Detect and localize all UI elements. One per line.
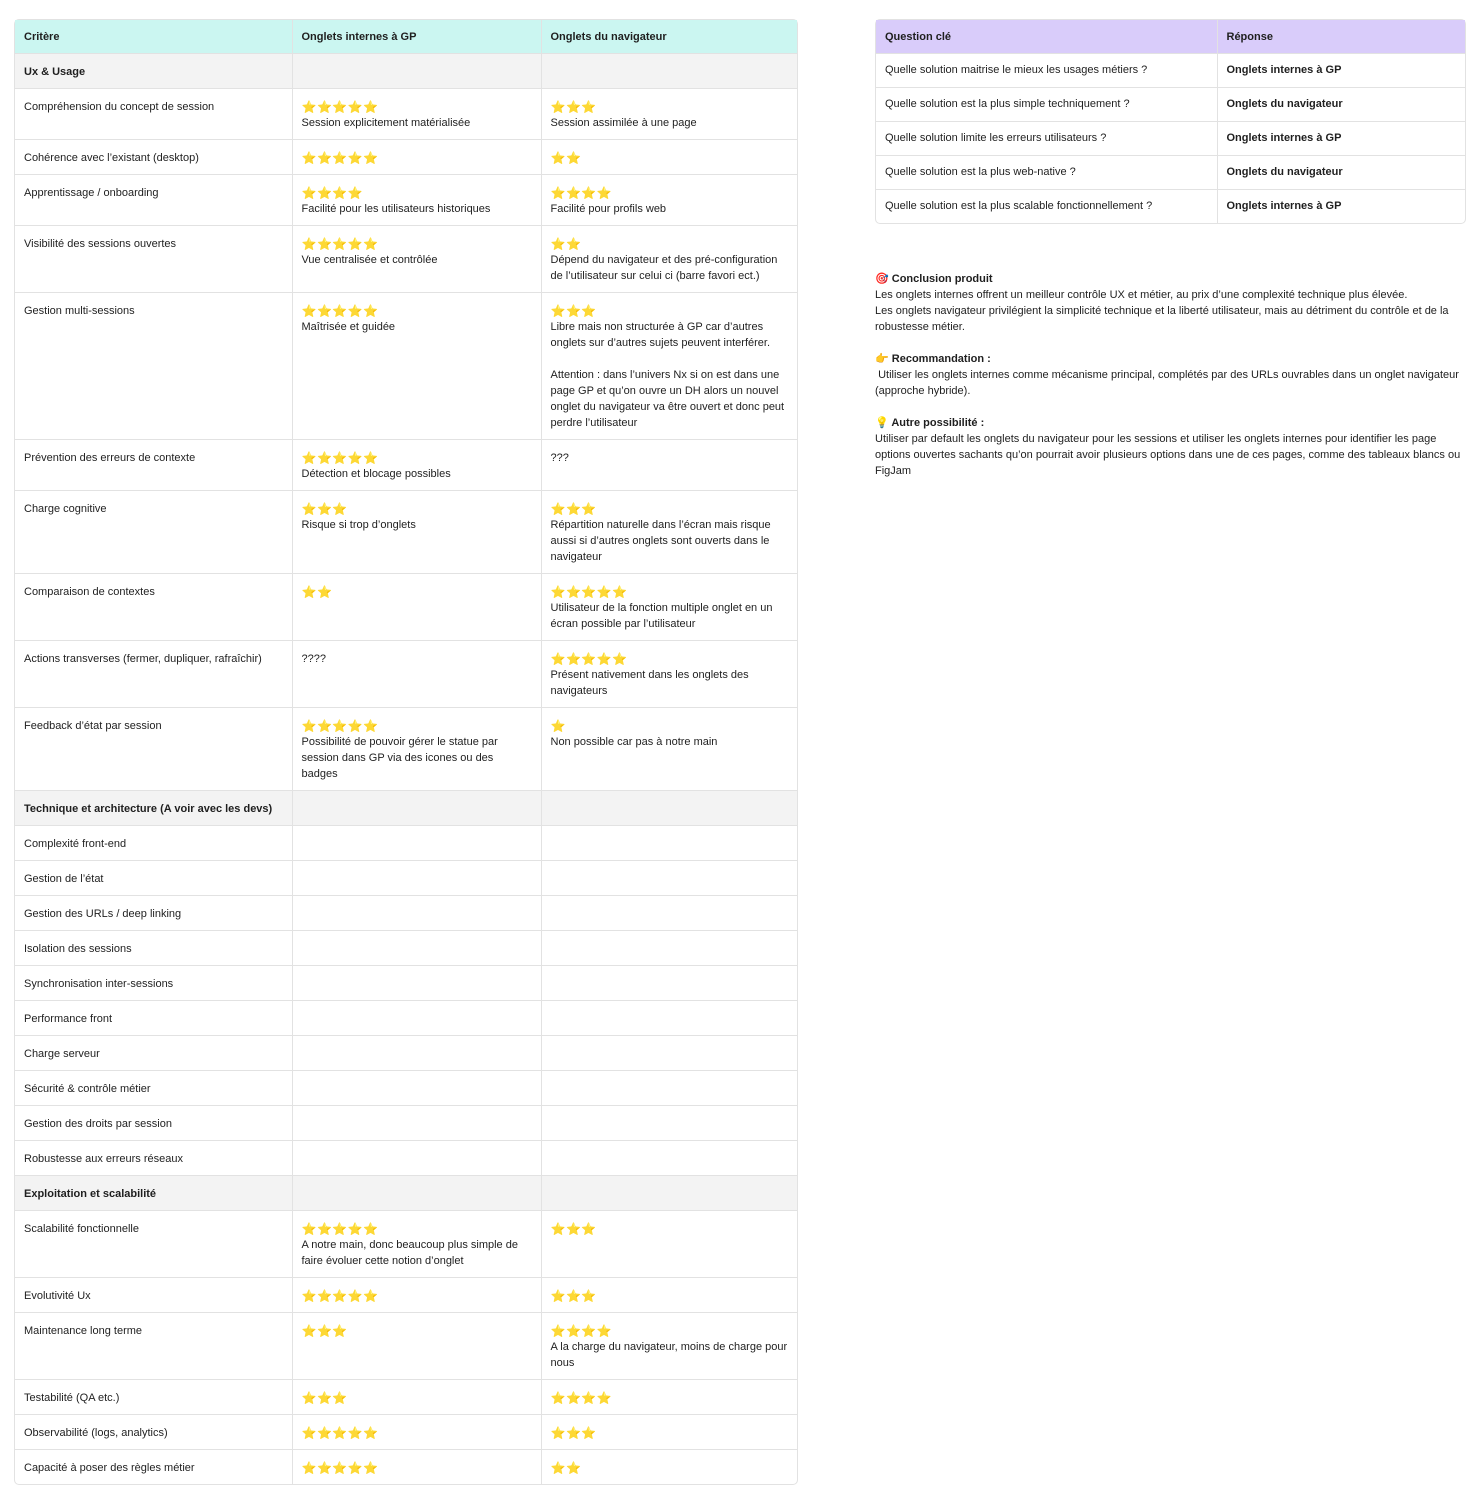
section-empty-cell <box>541 53 797 88</box>
criterion-row <box>15 1070 797 1105</box>
star-rating: ⭐⭐⭐⭐⭐ <box>550 651 628 666</box>
browser-tabs-cell <box>541 1449 797 1484</box>
criterion-row <box>15 965 797 1000</box>
criterion-row <box>15 88 797 139</box>
key-question-row <box>876 155 1465 189</box>
section-label: Exploitation et scalabilité <box>15 1175 292 1210</box>
rating-note: Utilisateur de la fonction multiple onglet en un écran possible par l’utilisateur <box>550 601 776 630</box>
criterion-row <box>15 860 797 895</box>
gp-tabs-cell <box>292 965 541 1000</box>
browser-tabs-cell <box>541 490 797 573</box>
gp-tabs-cell <box>292 825 541 860</box>
star-rating: ⭐⭐ <box>301 584 333 599</box>
header-key-question: Question clé <box>876 20 1217 53</box>
criterion-label: Testabilité (QA etc.) <box>15 1379 292 1414</box>
key-question: Quelle solution est la plus simple techniquement ? <box>876 87 1217 121</box>
criterion-row <box>15 707 797 790</box>
star-rating: ⭐⭐⭐⭐ <box>550 1323 613 1338</box>
section-empty-cell <box>541 790 797 825</box>
criterion-row <box>15 1035 797 1070</box>
key-questions-body <box>876 53 1465 223</box>
criterion-row <box>15 1414 797 1449</box>
section-empty-cell <box>292 53 541 88</box>
gp-tabs-cell <box>292 439 541 490</box>
criterion-row <box>15 930 797 965</box>
criterion-row <box>15 1000 797 1035</box>
browser-tabs-cell <box>541 1070 797 1105</box>
header-answer: Réponse <box>1217 20 1465 53</box>
browser-tabs-cell <box>541 965 797 1000</box>
star-rating: ⭐⭐⭐⭐⭐ <box>301 718 379 733</box>
criterion-row <box>15 225 797 292</box>
key-question: Quelle solution limite les erreurs utilisateurs ? <box>876 121 1217 155</box>
gp-tabs-cell <box>292 860 541 895</box>
star-rating: ⭐⭐⭐⭐⭐ <box>301 450 379 465</box>
star-rating: ⭐⭐⭐ <box>550 1221 597 1236</box>
browser-tabs-cell <box>541 860 797 895</box>
criterion-label: Synchronisation inter-sessions <box>15 965 292 1000</box>
star-rating: ⭐⭐ <box>550 236 582 251</box>
criterion-label: Feedback d’état par session <box>15 707 292 790</box>
gp-tabs-cell <box>292 1000 541 1035</box>
criterion-row <box>15 1277 797 1312</box>
rating-note: A la charge du navigateur, moins de charge pour nous <box>550 1340 791 1369</box>
section-row <box>15 53 797 88</box>
rating-note: Session explicitement matérialisée <box>301 116 471 129</box>
star-rating: ⭐⭐⭐⭐ <box>550 1390 613 1405</box>
key-answer: Onglets du navigateur <box>1217 155 1465 189</box>
gp-tabs-cell <box>292 930 541 965</box>
rating-note: Répartition naturelle dans l’écran mais risque aussi si d’autres onglets sont ouverts dans le navigateur <box>550 518 774 563</box>
gp-tabs-cell <box>292 1035 541 1070</box>
star-rating: ⭐⭐⭐ <box>301 1390 348 1405</box>
recommendation-text: Utiliser les onglets internes comme mécanisme principal, complétés par des URLs ouvrables dans un onglet navigateur (approche hybride). <box>875 369 1462 397</box>
conclusion-line: Les onglets navigateur privilégient la simplicité technique et la liberté utilisateur, mais au détriment du contrôle et de la robustesse métier. <box>875 305 1452 333</box>
recommendation-title: Recommandation : <box>891 353 991 365</box>
star-rating: ⭐⭐⭐ <box>550 1288 597 1303</box>
criterion-row <box>15 1140 797 1175</box>
browser-tabs-cell <box>541 707 797 790</box>
gp-tabs-cell <box>292 174 541 225</box>
star-rating: ⭐ <box>550 718 566 733</box>
gp-tabs-cell <box>292 1277 541 1312</box>
rating-note: Dépend du navigateur et des pré-configuration de l’utilisateur sur celui ci (barre favori ect.) <box>550 253 781 282</box>
rating-note: Libre mais non structurée à GP car d’autres onglets sur d’autres sujets peuvent interférer. Attention : dans l’univers Nx si on est dans une page GP et qu’on ouvre un DH alors un nouvel onglet du navigateur va être ouvert et donc peut perdre l’utilisateur <box>550 320 785 429</box>
browser-tabs-cell <box>541 1140 797 1175</box>
criterion-row <box>15 1379 797 1414</box>
browser-tabs-cell <box>541 1035 797 1070</box>
gp-tabs-cell <box>292 1210 541 1277</box>
rating-note: Maîtrisée et guidée <box>301 320 396 333</box>
criterion-label: Compréhension du concept de session <box>15 88 292 139</box>
criteria-table-body <box>15 53 797 1484</box>
gp-tabs-cell <box>292 1449 541 1484</box>
gp-tabs-cell <box>292 1105 541 1140</box>
criterion-row <box>15 640 797 707</box>
criterion-label: Maintenance long terme <box>15 1312 292 1379</box>
rating-note: Vue centralisée et contrôlée <box>301 253 438 266</box>
browser-tabs-cell <box>541 225 797 292</box>
rating-note: Présent nativement dans les onglets des navigateurs <box>550 668 752 697</box>
header-gp-tabs: Onglets internes à GP <box>292 20 541 53</box>
criterion-label: Visibilité des sessions ouvertes <box>15 225 292 292</box>
section-row <box>15 790 797 825</box>
section-label: Technique et architecture (A voir avec les devs) <box>15 790 292 825</box>
criterion-row <box>15 1210 797 1277</box>
key-answer: Onglets du navigateur <box>1217 87 1465 121</box>
other-possibility-text: Utiliser par default les onglets du navigateur pour les sessions et utiliser les onglets internes pour identifier les page options ouvertes sachants qu’on pourrait avoir plusieurs options dans une de ces pages, comme des tableaux blancs ou FigJam <box>875 433 1464 477</box>
criterion-label: Robustesse aux erreurs réseaux <box>15 1140 292 1175</box>
key-questions-grid <box>876 20 1465 223</box>
gp-tabs-cell <box>292 707 541 790</box>
gp-tabs-cell <box>292 1070 541 1105</box>
star-rating: ⭐⭐⭐⭐⭐ <box>301 303 379 318</box>
browser-tabs-cell <box>541 895 797 930</box>
gp-tabs-cell <box>292 1414 541 1449</box>
key-question: Quelle solution est la plus scalable fonctionnellement ? <box>876 189 1217 223</box>
criterion-label: Isolation des sessions <box>15 930 292 965</box>
browser-tabs-cell <box>541 1210 797 1277</box>
star-rating: ⭐⭐⭐ <box>550 501 597 516</box>
criterion-row <box>15 573 797 640</box>
criterion-label: Gestion des URLs / deep linking <box>15 895 292 930</box>
gp-tabs-cell <box>292 225 541 292</box>
gp-tabs-cell <box>292 139 541 174</box>
browser-tabs-cell <box>541 174 797 225</box>
criterion-label: Gestion multi-sessions <box>15 292 292 439</box>
recommendation-heading <box>875 351 1467 367</box>
criterion-row <box>15 139 797 174</box>
gp-tabs-cell <box>292 895 541 930</box>
star-rating: ⭐⭐⭐⭐⭐ <box>301 1221 379 1236</box>
criterion-label: Comparaison de contextes <box>15 573 292 640</box>
browser-tabs-cell <box>541 1000 797 1035</box>
criterion-label: Performance front <box>15 1000 292 1035</box>
criterion-label: Charge serveur <box>15 1035 292 1070</box>
gp-tabs-cell <box>292 1312 541 1379</box>
header-criterion: Critère <box>15 20 292 53</box>
rating-note: Risque si trop d’onglets <box>301 518 416 531</box>
key-questions-header <box>876 20 1465 53</box>
criterion-row <box>15 895 797 930</box>
star-rating: ⭐⭐⭐ <box>550 303 597 318</box>
section-empty-cell <box>292 790 541 825</box>
conclusion-title: Conclusion produit <box>891 273 993 285</box>
criterion-label: Charge cognitive <box>15 490 292 573</box>
criterion-label: Gestion de l’état <box>15 860 292 895</box>
rating-note: Détection et blocage possibles <box>301 467 451 480</box>
gp-tabs-cell <box>292 573 541 640</box>
star-rating: ⭐⭐⭐ <box>550 1425 597 1440</box>
other-possibility-title: Autre possibilité : <box>891 417 985 429</box>
star-rating: ⭐⭐⭐ <box>301 1323 348 1338</box>
header-browser-tabs: Onglets du navigateur <box>541 20 797 53</box>
star-rating: ⭐⭐⭐⭐⭐ <box>301 236 379 251</box>
browser-tabs-cell <box>541 573 797 640</box>
criteria-table-header <box>15 20 797 53</box>
browser-tabs-cell <box>541 1379 797 1414</box>
key-questions-table <box>875 19 1466 224</box>
gp-tabs-cell <box>292 640 541 707</box>
star-rating: ⭐⭐⭐⭐⭐ <box>550 584 628 599</box>
rating-note: ???? <box>301 652 326 665</box>
rating-note: Facilité pour profils web <box>550 202 667 215</box>
rating-note: Non possible car pas à notre main <box>550 735 718 748</box>
rating-note: Facilité pour les utilisateurs historiques <box>301 202 491 215</box>
key-answer: Onglets internes à GP <box>1226 199 1342 212</box>
criterion-row <box>15 439 797 490</box>
star-rating: ⭐⭐ <box>550 150 582 165</box>
criterion-label: Actions transverses (fermer, dupliquer, rafraîchir) <box>15 640 292 707</box>
conclusion-line: Les onglets internes offrent un meilleur contrôle UX et métier, au prix d’une complexité technique plus élevée. <box>875 289 1408 301</box>
star-rating: ⭐⭐⭐⭐⭐ <box>301 150 379 165</box>
gp-tabs-cell <box>292 1379 541 1414</box>
rating-note: Possibilité de pouvoir gérer le statue par session dans GP via des icones ou des badges <box>301 735 501 780</box>
browser-tabs-cell <box>541 1414 797 1449</box>
criteria-table-grid <box>15 20 797 1484</box>
star-rating: ⭐⭐ <box>550 1460 582 1475</box>
browser-tabs-cell <box>541 930 797 965</box>
conclusion-heading <box>875 271 1467 287</box>
key-question: Quelle solution maitrise le mieux les usages métiers ? <box>876 53 1217 87</box>
star-rating: ⭐⭐⭐⭐⭐ <box>301 99 379 114</box>
other-possibility-heading <box>875 415 1467 431</box>
key-question-row <box>876 121 1465 155</box>
gp-tabs-cell <box>292 1140 541 1175</box>
criterion-row <box>15 174 797 225</box>
section-empty-cell <box>541 1175 797 1210</box>
rating-note: Session assimilée à une page <box>550 116 697 129</box>
criterion-row <box>15 1312 797 1379</box>
star-rating: ⭐⭐⭐⭐ <box>550 185 613 200</box>
star-rating: ⭐⭐⭐⭐⭐ <box>301 1425 379 1440</box>
criterion-label: Evolutivité Ux <box>15 1277 292 1312</box>
star-rating: ⭐⭐⭐ <box>550 99 597 114</box>
criterion-label: Scalabilité fonctionnelle <box>15 1210 292 1277</box>
star-rating: ⭐⭐⭐⭐ <box>301 185 364 200</box>
criterion-label: Complexité front-end <box>15 825 292 860</box>
lightbulb-icon: 💡 <box>875 417 889 429</box>
criterion-label: Apprentissage / onboarding <box>15 174 292 225</box>
pointing-hand-icon: 👉 <box>875 353 889 365</box>
criterion-label: Cohérence avec l’existant (desktop) <box>15 139 292 174</box>
browser-tabs-cell <box>541 1312 797 1379</box>
browser-tabs-cell <box>541 292 797 439</box>
criterion-row <box>15 825 797 860</box>
rating-note: A notre main, donc beaucoup plus simple de faire évoluer cette notion d’onglet <box>301 1238 522 1267</box>
browser-tabs-cell <box>541 139 797 174</box>
key-answer: Onglets internes à GP <box>1217 121 1465 155</box>
browser-tabs-cell <box>541 88 797 139</box>
rating-note: ??? <box>550 451 569 464</box>
target-icon: 🎯 <box>875 273 889 285</box>
gp-tabs-cell <box>292 490 541 573</box>
criterion-row <box>15 292 797 439</box>
criterion-label: Observabilité (logs, analytics) <box>15 1414 292 1449</box>
key-answer: Onglets internes à GP <box>1217 53 1465 87</box>
criterion-label: Sécurité & contrôle métier <box>15 1070 292 1105</box>
key-question: Quelle solution est la plus web-native ? <box>876 155 1217 189</box>
criterion-label: Prévention des erreurs de contexte <box>15 439 292 490</box>
star-rating: ⭐⭐⭐ <box>301 501 348 516</box>
key-question-row <box>876 87 1465 121</box>
star-rating: ⭐⭐⭐⭐⭐ <box>301 1460 379 1475</box>
criterion-label: Gestion des droits par session <box>15 1105 292 1140</box>
gp-tabs-cell <box>292 88 541 139</box>
key-question-row <box>876 189 1465 223</box>
key-question-row <box>876 53 1465 87</box>
browser-tabs-cell <box>541 1105 797 1140</box>
section-row <box>15 1175 797 1210</box>
criterion-row <box>15 1105 797 1140</box>
browser-tabs-cell <box>541 640 797 707</box>
criterion-row <box>15 490 797 573</box>
criterion-row <box>15 1449 797 1484</box>
browser-tabs-cell <box>541 1277 797 1312</box>
star-rating: ⭐⭐⭐⭐⭐ <box>301 1288 379 1303</box>
browser-tabs-cell <box>541 439 797 490</box>
section-empty-cell <box>292 1175 541 1210</box>
section-label: Ux & Usage <box>15 53 292 88</box>
criterion-label: Capacité à poser des règles métier <box>15 1449 292 1484</box>
browser-tabs-cell <box>541 825 797 860</box>
criteria-table <box>14 19 798 1485</box>
gp-tabs-cell <box>292 292 541 439</box>
product-conclusion <box>875 271 1467 479</box>
